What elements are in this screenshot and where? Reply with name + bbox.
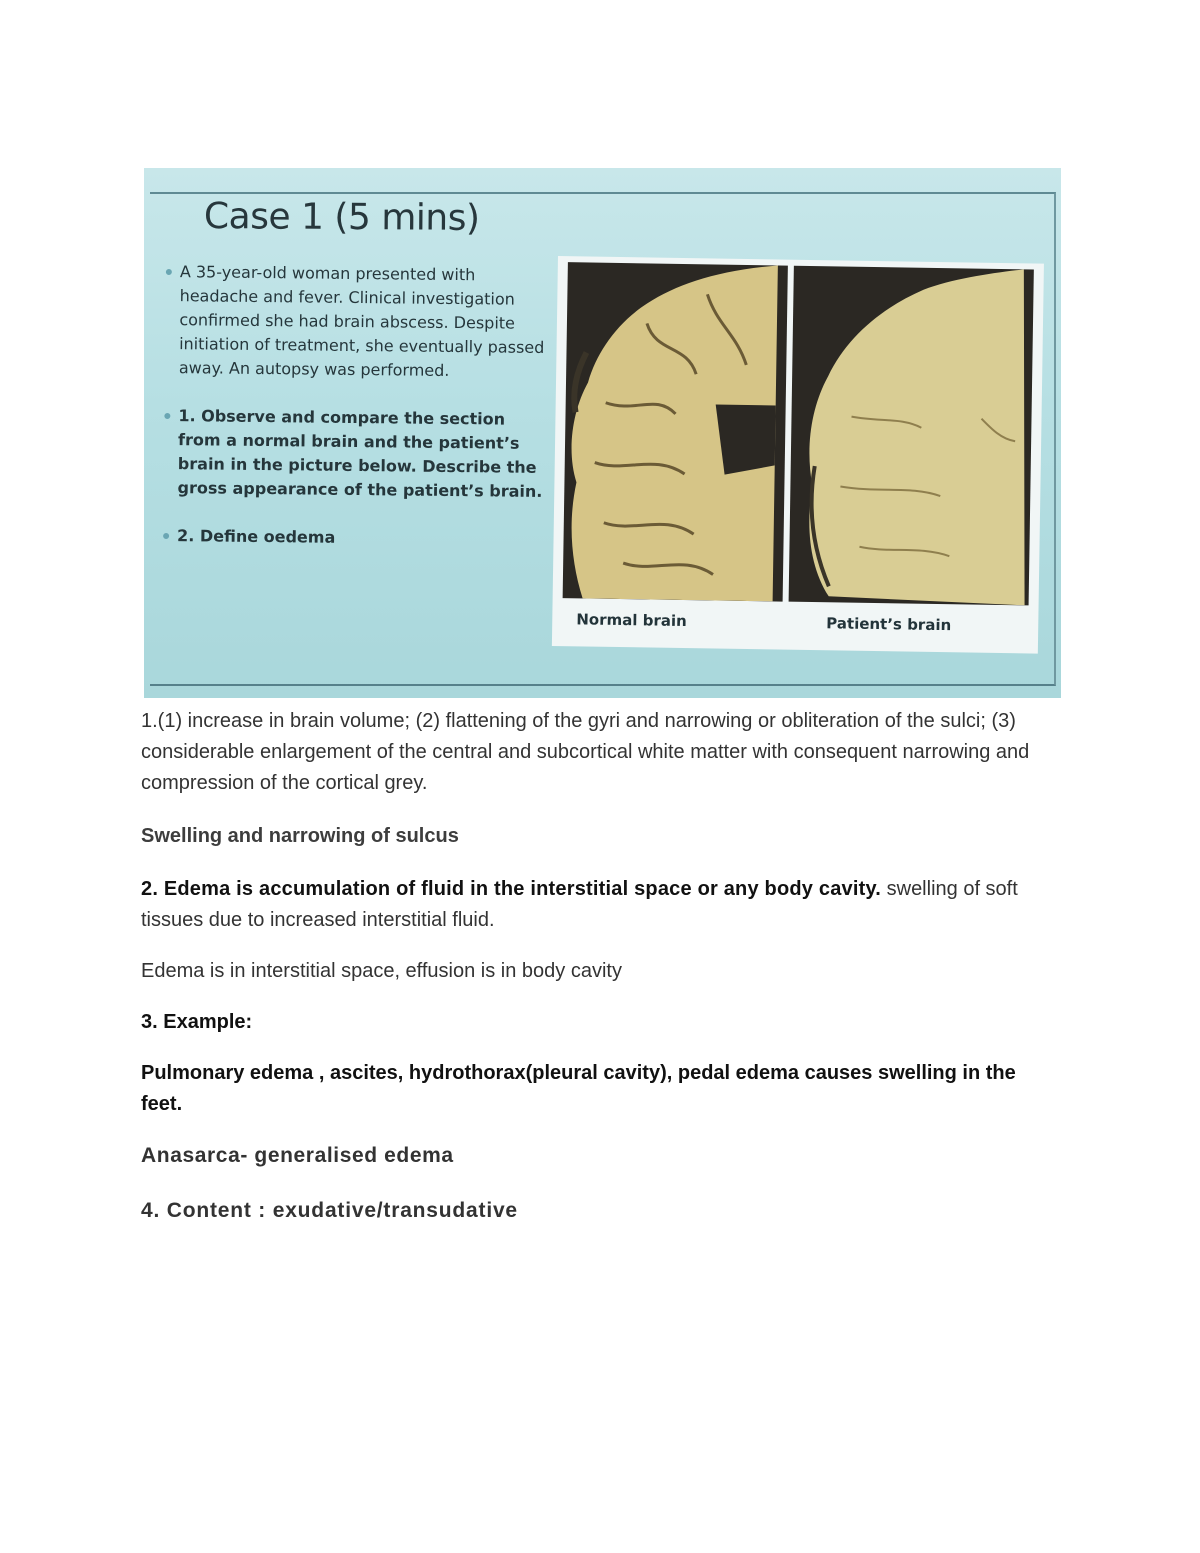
edema-definition: 2. Edema is accumulation of fluid in the interstitial space or any body cavity. bbox=[141, 878, 882, 900]
edema-definition-detail: swelling of soft tissues due to increased interstitial fluid. bbox=[141, 878, 1018, 931]
slide-bullet-list bbox=[163, 260, 546, 576]
example-label: 3. Example: bbox=[141, 1011, 253, 1033]
bullet-dot-icon bbox=[166, 269, 172, 275]
normal-brain-section-icon bbox=[563, 262, 788, 601]
brain-comparison-panels bbox=[552, 256, 1044, 654]
slide-title: Case 1 (5 mins) bbox=[203, 196, 480, 239]
normal-brain-label: Normal brain bbox=[576, 610, 687, 631]
normal-brain-image bbox=[563, 262, 788, 601]
patient-brain-section-icon bbox=[789, 266, 1034, 606]
answer-2-paragraph bbox=[141, 874, 1051, 936]
bullet-dot-icon bbox=[164, 413, 170, 419]
anasarca-line: Anasarca- generalised edema bbox=[141, 1144, 454, 1167]
slide-bullet-question-1: 1. Observe and compare the section from a normal brain and the patient’s brain in the picture below. Describe the gross appearance of the patient’s brain. bbox=[163, 404, 544, 504]
content-line: 4. Content : exudative/transudative bbox=[141, 1199, 518, 1222]
bullet-dot-icon bbox=[163, 533, 169, 539]
patient-brain-label: Patient’s brain bbox=[826, 614, 952, 635]
slide-bullet-question-2: 2. Define oedema bbox=[163, 524, 543, 552]
answer-1-paragraph: 1.(1) increase in brain volume; (2) flattening of the gyri and narrowing or obliteration of the sulci; (3) considerable enlargement of the central and subcortical white matter with consequent narrowing and compression of the cortical grey. bbox=[141, 710, 1030, 794]
patient-brain-image bbox=[789, 266, 1034, 606]
swelling-heading: Swelling and narrowing of sulcus bbox=[141, 825, 459, 847]
edema-vs-effusion: Edema is in interstitial space, effusion is in body cavity bbox=[141, 960, 622, 982]
slide-photo bbox=[144, 168, 1061, 698]
slide-bullet-case: A 35-year-old woman presented with headache and fever. Clinical investigation confirmed she had brain abscess. Despite initiation of treatment, she eventually passed away. An autopsy was performed. bbox=[165, 260, 546, 384]
examples-paragraph: Pulmonary edema , ascites, hydrothorax(pleural cavity), pedal edema causes swelling in the feet. bbox=[141, 1062, 1016, 1115]
notes-section bbox=[141, 706, 1051, 1226]
